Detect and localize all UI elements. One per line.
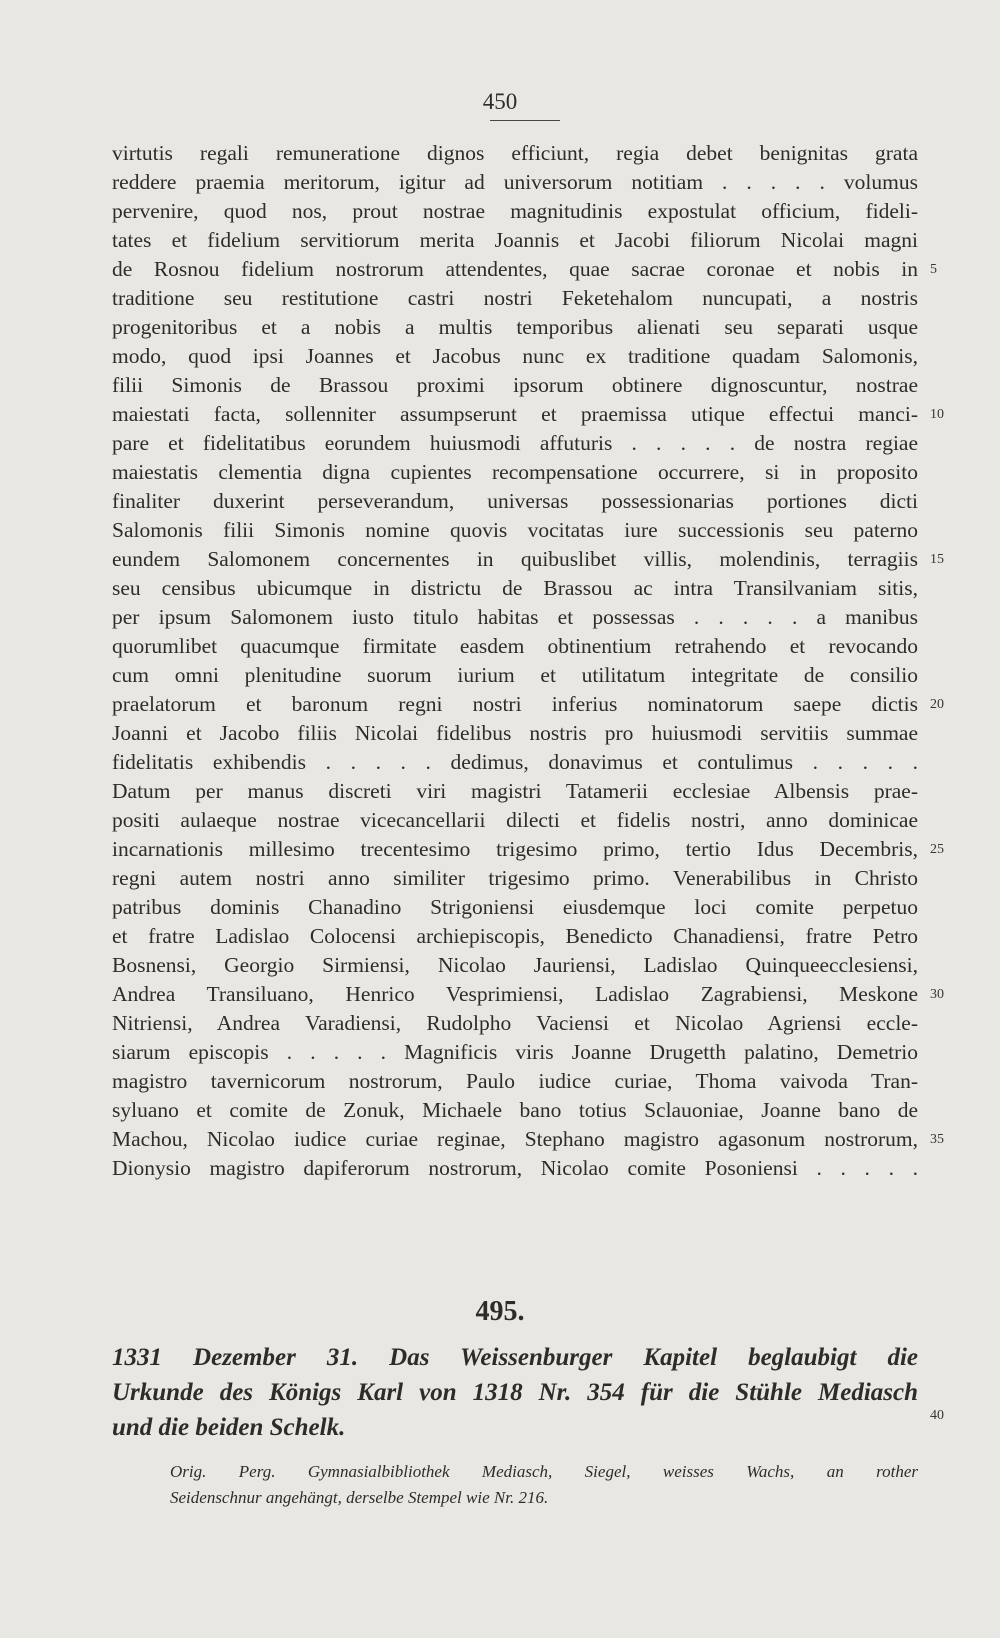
- line-number: 40: [930, 1408, 944, 1423]
- text-line: maiestatis clementia digna cupientes recompensatione occurrere, si in proposito: [112, 460, 918, 484]
- text-line: Datum per manus discreti viri magistri Tatamerii ecclesiae Albensis prae-: [112, 779, 918, 803]
- text-line: praelatorum et baronum regni nostri inferius nominatorum saepe dictis: [112, 692, 918, 716]
- text-line: patribus dominis Chanadino Strigoniensi eiusdemque loci comite perpetuo: [112, 895, 918, 919]
- text-line: reddere praemia meritorum, igitur ad universorum notitiam . . . . . volumus: [112, 170, 918, 194]
- line-number: 30: [930, 987, 944, 1002]
- page-number: 450: [482, 89, 518, 114]
- text-line: fidelitatis exhibendis . . . . . dedimus, donavimus et contulimus . . . . .: [112, 750, 918, 774]
- text-line: positi aulaeque nostrae vicecancellarii dilecti et fidelis nostri, anno dominicae: [112, 808, 918, 832]
- source-line: Seidenschnur angehängt, derselbe Stempel wie Nr. 216.: [170, 1488, 549, 1507]
- text-line: syluano et comite de Zonuk, Michaele bano totius Sclauoniae, Joanne bano de: [112, 1098, 918, 1122]
- text-line: seu censibus ubicumque in districtu de Brassou ac intra Transilvaniam sitis,: [112, 576, 918, 600]
- text-line: traditione seu restitutione castri nostri Feketehalom nuncupati, a nostris: [112, 286, 918, 310]
- text-line: regni autem nostri anno similiter trigesimo primo. Venerabilibus in Christo: [112, 866, 918, 890]
- line-number: 10: [930, 407, 944, 422]
- line-number: 25: [930, 842, 944, 857]
- source-line: Orig. Perg. Gymnasialbibliothek Mediasch, Siegel, weisses Wachs, an rother: [170, 1462, 918, 1481]
- text-line: quorumlibet quacumque firmitate easdem obtinentium retrahendo et revocando: [112, 634, 918, 658]
- text-line: finaliter duxerint perseverandum, universas possessionarias portiones dicti: [112, 489, 918, 513]
- text-line: incarnationis millesimo trecentesimo trigesimo primo, tertio Idus Decembris,: [112, 837, 918, 861]
- heading-line: 1331 Dezember 31. Das Weissenburger Kapitel beglaubigt die: [112, 1344, 918, 1371]
- heading-line: und die beiden Schelk.: [112, 1414, 346, 1441]
- text-line: tates et fidelium servitiorum merita Joannis et Jacobi filiorum Nicolai magni: [112, 228, 918, 252]
- heading-line: Urkunde des Königs Karl von 1318 Nr. 354 für die Stühle Mediasch: [112, 1379, 918, 1406]
- page-number-rule: [490, 120, 560, 121]
- text-line: Machou, Nicolao iudice curiae reginae, Stephano magistro agasonum nostrorum,: [112, 1127, 918, 1151]
- text-line: per ipsum Salomonem iusto titulo habitas et possessas . . . . . a manibus: [112, 605, 918, 629]
- text-line: Joanni et Jacobo filiis Nicolai fidelibus nostris pro huiusmodi servitiis summae: [112, 721, 918, 745]
- text-line: Nitriensi, Andrea Varadiensi, Rudolpho Vaciensi et Nicolao Agriensi eccle-: [112, 1011, 918, 1035]
- text-line: magistro tavernicorum nostrorum, Paulo iudice curiae, Thoma vaivoda Tran-: [112, 1069, 918, 1093]
- text-line: Andrea Transiluano, Henrico Vesprimiensi, Ladislao Zagrabiensi, Meskone: [112, 982, 918, 1006]
- text-line: Salomonis filii Simonis nomine quovis vocitatas iure successionis seu paterno: [112, 518, 918, 542]
- text-line: Bosnensi, Georgio Sirmiensi, Nicolao Jauriensi, Ladislao Quinqueecclesiensi,: [112, 953, 918, 977]
- line-number: 5: [930, 262, 937, 277]
- line-number: 15: [930, 552, 944, 567]
- text-line: pare et fidelitatibus eorundem huiusmodi affuturis . . . . . de nostra regiae: [112, 431, 918, 455]
- text-line: de Rosnou fidelium nostrorum attendentes, quae sacrae coronae et nobis in: [112, 257, 918, 281]
- text-line: modo, quod ipsi Joannes et Jacobus nunc ex traditione quadam Salomonis,: [112, 344, 918, 368]
- text-line: progenitoribus et a nobis a multis temporibus alienati seu separati usque: [112, 315, 918, 339]
- line-number: 35: [930, 1132, 944, 1147]
- text-line: cum omni plenitudine suorum iurium et utilitatum integritate de consilio: [112, 663, 918, 687]
- text-line: virtutis regali remuneratione dignos efficiunt, regia debet benignitas grata: [112, 141, 918, 165]
- text-line: et fratre Ladislao Colocensi archiepiscopis, Benedicto Chanadiensi, fratre Petro: [112, 924, 918, 948]
- line-number: 20: [930, 697, 944, 712]
- text-line: Dionysio magistro dapiferorum nostrorum, Nicolao comite Posoniensi . . . . .: [112, 1156, 918, 1180]
- text-line: pervenire, quod nos, prout nostrae magnitudinis expostulat officium, fideli-: [112, 199, 918, 223]
- document-number: 495.: [475, 1296, 525, 1327]
- text-line: maiestati facta, sollenniter assumpserunt et praemissa utique effectui manci-: [112, 402, 918, 426]
- text-line: eundem Salomonem concernentes in quibuslibet villis, molendinis, terragiis: [112, 547, 918, 571]
- text-line: siarum episcopis . . . . . Magnificis viris Joanne Drugetth palatino, Demetrio: [112, 1040, 918, 1064]
- text-line: filii Simonis de Brassou proximi ipsorum obtinere dignoscuntur, nostrae: [112, 373, 918, 397]
